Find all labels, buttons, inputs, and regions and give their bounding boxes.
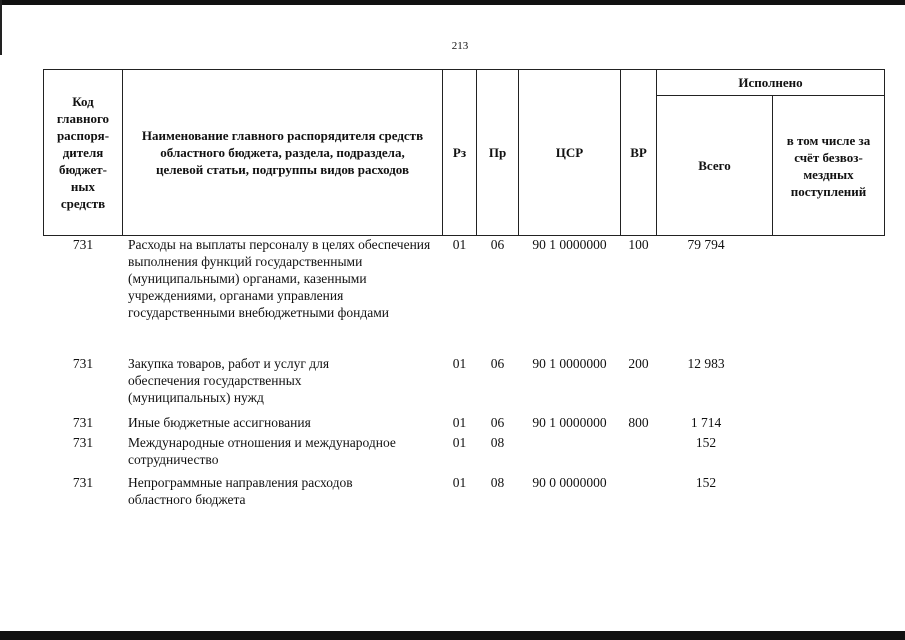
row-vr: 800: [628, 415, 649, 430]
row-rz: 01: [452, 435, 467, 450]
row-name: Иные бюджетные ассигнования: [128, 415, 311, 430]
row-rz: 01: [452, 356, 467, 371]
row-pr: 08: [490, 475, 505, 490]
row-csr: 90 1 0000000: [532, 356, 607, 371]
row-code: 731: [72, 475, 94, 490]
page-number: 213: [451, 40, 469, 52]
row-name: Расходы на выплаты персоналу в целях обеспечения выполнения функций государственными (муниципальными) органами, казенными учреждениями, органами управления государственными внебюджетными фондами: [128, 237, 431, 320]
row-csr: 90 1 0000000: [532, 237, 607, 252]
row-pr: 06: [490, 415, 505, 430]
row-rz: 01: [452, 475, 467, 490]
row-csr: 90 0 0000000: [532, 475, 607, 490]
header-vr: ВР: [620, 69, 657, 236]
row-name: Международные отношения и международное сотрудничество: [128, 435, 396, 467]
row-total: 12 983: [687, 356, 725, 371]
row-vr: 100: [628, 237, 649, 252]
row-name: Закупка товаров, работ и услуг для обеспечения государственных (муниципальных) нужд: [128, 356, 330, 405]
header-pr: Пр: [476, 69, 519, 236]
header-total: Всего: [656, 95, 773, 236]
row-pr: 06: [490, 237, 505, 252]
header-name: Наименование главного распорядителя средств областного бюджета, раздела, подраздела, целевой статьи, подгруппы видов расходов: [122, 69, 443, 236]
header-including: в том числе за счёт безвоз-мездных поступлений: [772, 95, 885, 236]
header-code: Код главного распоря-дителя бюджет-ных средств: [43, 69, 123, 236]
row-code: 731: [72, 237, 94, 252]
row-total: 152: [695, 475, 717, 490]
scan-border-top: [0, 0, 905, 5]
scan-border-bottom: [0, 631, 905, 640]
scan-border-left: [0, 0, 2, 55]
row-total: 79 794: [687, 237, 725, 252]
row-code: 731: [72, 415, 94, 430]
row-code: 731: [72, 356, 94, 371]
row-pr: 06: [490, 356, 505, 371]
row-vr: 200: [628, 356, 649, 371]
row-csr: 90 1 0000000: [532, 415, 607, 430]
row-total: 152: [695, 435, 717, 450]
row-name: Непрограммные направления расходов областного бюджета: [128, 475, 353, 507]
row-pr: 08: [490, 435, 505, 450]
row-code: 731: [72, 435, 94, 450]
header-executed: Исполнено: [656, 69, 885, 96]
header-rz: Рз: [442, 69, 477, 236]
header-csr: ЦСР: [518, 69, 621, 236]
row-total: 1 714: [690, 415, 722, 430]
row-rz: 01: [452, 415, 467, 430]
row-rz: 01: [452, 237, 467, 252]
